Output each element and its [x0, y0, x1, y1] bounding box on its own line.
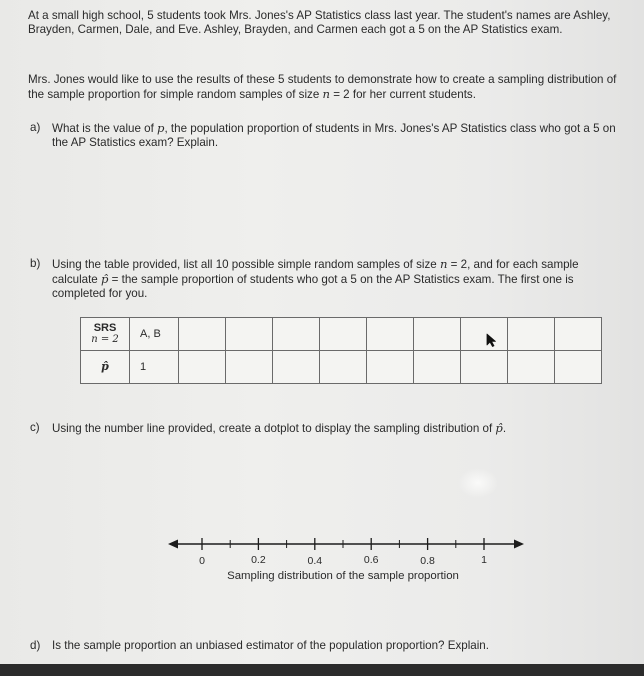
srs-header-cell: [81, 318, 130, 351]
phat-cell-1[interactable]: 1: [130, 351, 179, 384]
intro-paragraph-2: [28, 73, 618, 102]
intro-paragraph-1: At a small high school, 5 students took Mrs. Jones's AP Statistics class last year. The student's names are Ashley, Brayden, Carmen, Dale, and Eve. Ashley, Brayden, and Carmen each got a 5 on the AP Statistics exam.: [28, 9, 611, 37]
tick-label: 0: [199, 555, 205, 567]
question-c-phat: p̂: [495, 421, 503, 435]
question-a-after: , the population proportion of students in Mrs. Jones's AP Statistics class who got a 5 on the AP Statistics exam? Explain.: [52, 122, 616, 150]
question-b-label: b): [30, 257, 41, 270]
tick-labels: [199, 554, 487, 567]
question-c-label: c): [30, 421, 40, 434]
phat-cell-5[interactable]: [320, 351, 367, 384]
phat-cell-8[interactable]: [461, 351, 508, 384]
glare-spot: [458, 468, 498, 498]
phat-header-label: p̂: [101, 360, 109, 373]
phat-cell-4[interactable]: [273, 351, 320, 384]
mouse-cursor-icon: [486, 333, 498, 347]
srs-cell-7[interactable]: [414, 318, 461, 351]
srs-cell-3[interactable]: [226, 318, 273, 351]
srs-cell-8[interactable]: [461, 318, 508, 351]
srs-cell-4[interactable]: [273, 318, 320, 351]
question-b-middle: = 2, and for each sample calculate: [52, 258, 579, 287]
phat-cell-6[interactable]: [367, 351, 414, 384]
question-d-text: Is the sample proportion an unbiased estimator of the population proportion? Explain.: [52, 639, 489, 652]
phat-row: [81, 351, 602, 384]
question-b-n: n: [439, 257, 448, 271]
intro-p2-n: n: [322, 87, 330, 102]
question-c-text: [52, 421, 506, 436]
phat-cell-3[interactable]: [226, 351, 273, 384]
tick-label: 0.4: [307, 555, 323, 567]
phat-cell-9[interactable]: [508, 351, 555, 384]
bottom-edge: [0, 664, 644, 676]
question-c-after: .: [502, 422, 507, 435]
number-line-label: Sampling distribution of the sample proportion: [227, 570, 459, 582]
question-a-p: p: [157, 121, 165, 135]
question-a-label: a): [30, 121, 41, 134]
question-d-label: d): [30, 639, 41, 652]
srs-row: [81, 318, 602, 351]
question-b-before: Using the table provided, list all 10 possible simple random samples of size: [52, 258, 440, 271]
srs-cell-1[interactable]: A, B: [130, 318, 179, 351]
phat-header-cell: [81, 351, 130, 384]
right-arrow-icon: [514, 540, 524, 549]
left-arrow-icon: [168, 540, 178, 549]
intro-p2-text: Mrs. Jones would like to use the results of these 5 students to demonstrate how to create a sampling distribution of the sample proportion for simple random samples of size: [28, 73, 617, 102]
question-b-phat: p̂: [100, 272, 109, 287]
srs-cell-6[interactable]: [367, 318, 414, 351]
tick-label: 0.8: [420, 555, 435, 567]
srs-header-label: SRS: [93, 322, 117, 334]
srs-header-sub: n = 2: [91, 334, 119, 345]
srs-cell-2[interactable]: [179, 318, 226, 351]
tick-label: 0.2: [251, 554, 266, 566]
srs-cell-10[interactable]: [555, 318, 602, 351]
srs-cell-9[interactable]: [508, 318, 555, 351]
question-b-text: [52, 257, 612, 302]
tick-label: 0.6: [363, 554, 379, 566]
phat-cell-10[interactable]: [555, 351, 602, 384]
question-c-before: Using the number line provided, create a dotplot to display the sampling distribution of: [52, 422, 496, 435]
srs-cell-5[interactable]: [320, 318, 367, 351]
srs-table: [80, 317, 602, 384]
question-b-after: = the sample proportion of students who got a 5 on the AP Statistics exam. The first one is completed for you.: [52, 273, 574, 301]
question-a-text: [52, 121, 617, 150]
intro-p2-end: = 2 for her current students.: [329, 88, 476, 102]
question-a-before: What is the value of: [52, 122, 158, 135]
tick-label: 1: [481, 554, 487, 566]
phat-cell-7[interactable]: [414, 351, 461, 384]
phat-cell-2[interactable]: [179, 351, 226, 384]
